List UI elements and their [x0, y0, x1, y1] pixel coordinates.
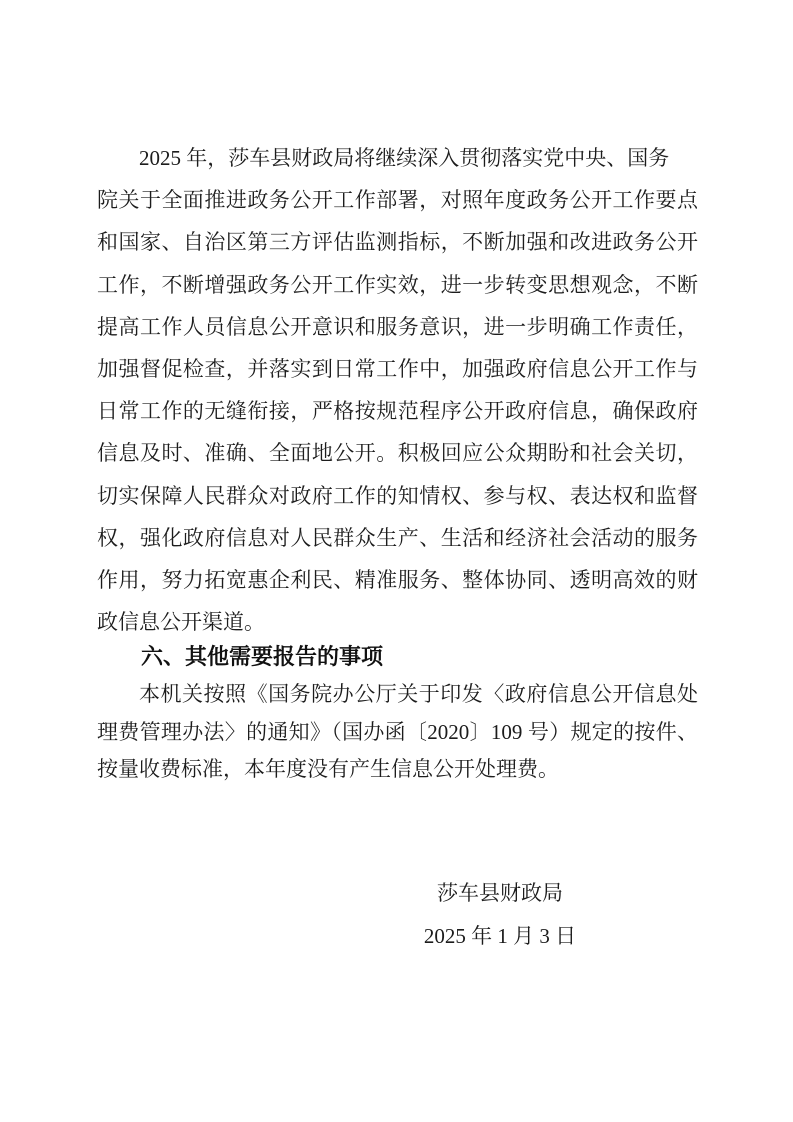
body-line: 切实保障人民群众对政府工作的知情权、参与权、表达权和监督: [97, 483, 698, 508]
body-line: 作用，努力拓宽惠企利民、精准服务、整体协同、透明高效的财: [97, 567, 698, 592]
body-line: 按量收费标准，本年度没有产生信息公开处理费。: [97, 757, 559, 782]
body-line: 2025 年，莎车县财政局将继续深入贯彻落实党中央、国务: [139, 146, 670, 170]
body-line: 权，强化政府信息对人民群众生产、生活和经济社会活动的服务: [97, 525, 698, 550]
body-paragraph-1: [97, 137, 698, 643]
body-paragraph-2: [97, 676, 698, 789]
body-line: 和国家、自治区第三方评估监测指标，不断加强和改进政务公开: [97, 230, 698, 255]
body-line: 加强督促检查，并落实到日常工作中，加强政府信息公开工作与: [97, 356, 698, 381]
signature-date: 2025 年 1 月 3 日: [423, 924, 577, 948]
body-line: 信息及时、准确、全面地公开。积极回应公众期盼和社会关切，: [97, 441, 698, 466]
body-line: 工作，不断增强政务公开工作实效，进一步转变思想观念，不断: [97, 272, 698, 297]
body-line: 院关于全面推进政务公开工作部署，对照年度政务公开工作要点: [97, 188, 698, 213]
section-heading: 六、其他需要报告的事项: [141, 644, 384, 669]
body-line: 本机关按照《国务院办公厅关于印发〈政府信息公开信息处: [139, 682, 698, 706]
body-line: 日常工作的无缝衔接，严格按规范程序公开政府信息，确保政府: [97, 399, 698, 424]
body-line: 提高工作人员信息公开意识和服务意识，进一步明确工作责任，: [97, 314, 698, 339]
body-line: 理费管理办法〉的通知》（国办函〔2020〕109 号）规定的按件、: [97, 719, 698, 744]
signature-block: [424, 872, 576, 958]
signature-organization: 莎车县财政局: [437, 881, 563, 905]
body-line: 政信息公开渠道。: [97, 610, 265, 635]
